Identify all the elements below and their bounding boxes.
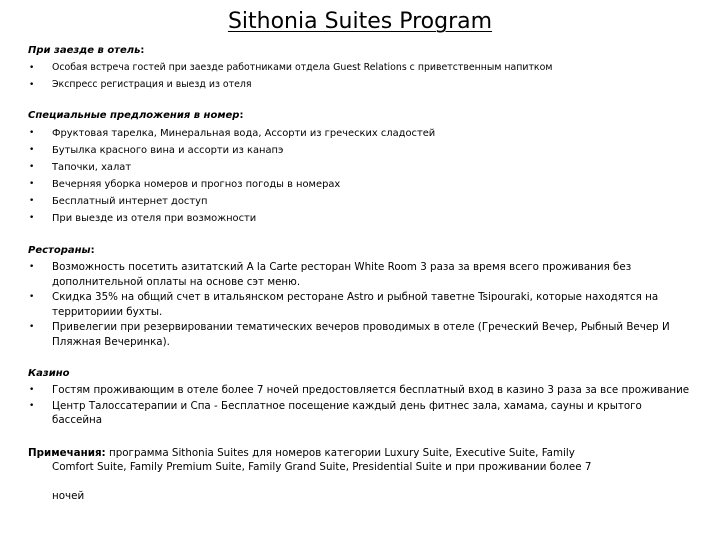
room-list	[28, 125, 693, 227]
note-line-2: Comfort Suite, Family Premium Suite, Family Grand Suite, Presidential Suite и при проживании более 7	[52, 461, 592, 474]
bullet-icon: •	[29, 128, 35, 138]
list-item: • Скидка 35% на общий счет в итальянском ресторане Astro и рыбной таветне Tsipouraki, которые находятся на территориии бухты.	[29, 291, 659, 318]
note-label: Примечания:	[28, 446, 106, 459]
list-item: • Экспресс регистрация и выезд из отеля	[28, 77, 693, 94]
section-heading-restaurants: Рестораны:	[28, 245, 95, 256]
bullet-icon: •	[29, 400, 35, 411]
bullet-icon: •	[29, 385, 35, 396]
page-title-text: Sithonia Suites Program	[227, 9, 493, 34]
bullet-icon: •	[29, 63, 35, 73]
bullet-icon: •	[29, 213, 35, 223]
list-item: • Бесплатный интернет доступ	[28, 193, 693, 210]
list-item: • При выезде из отеля при возможности	[28, 210, 693, 227]
bullet-icon: •	[29, 322, 35, 333]
list-item: • Гостям проживающим в отеле более 7 ночей предостовляется бесплатный вход в казино 3 раза за все проживание	[29, 384, 690, 397]
note-line-3: ночей	[52, 490, 85, 503]
note-paragraph	[28, 446, 693, 504]
list-item: • Бутылка красного вина и ассорти из канапэ	[28, 142, 693, 159]
list-item: • Особая встреча гостей при заезде работниками отдела Guest Relations с приветственным напитком	[28, 60, 693, 77]
list-item: • Фруктовая тарелка, Минеральная вода, Ассорти из греческих сладостей	[28, 125, 693, 142]
section-heading-casino: Казино	[28, 368, 70, 380]
section-heading-room: Специальные предложения в номер:	[28, 110, 244, 121]
list-item: • Тапочки, халат	[28, 159, 693, 176]
bullet-icon: •	[29, 79, 35, 90]
list-item: • Центр Талоссатерапии и Спа - Бесплатное посещение каждый день фитнес зала, хамама, сауны и крытого бассейна	[29, 399, 642, 427]
page-title	[0, 8, 720, 36]
restaurants-list	[28, 260, 693, 350]
bullet-icon: •	[29, 179, 35, 189]
program-content	[28, 44, 693, 504]
bullet-icon: •	[29, 145, 35, 155]
list-item: • Привелегии при резервировании тематических вечеров проводимых в отеле (Греческий Вечер, Рыбный Вечер И Пляжная Вечеринка).	[29, 321, 670, 348]
bullet-icon: •	[29, 162, 35, 172]
bullet-icon: •	[29, 196, 35, 206]
list-item: • Возможность посетить азитатский A la Carte ресторан White Room 3 раза за время всего проживания без дополнительной оплаты на основе сэт меню.	[29, 261, 632, 288]
bullet-icon: •	[29, 292, 35, 303]
list-item: • Вечерняя уборка номеров и прогноз погоды в номерах	[28, 176, 693, 193]
note-line-1: программа Sithonia Suites для номеров категории Luxury Suite, Executive Suite, Family	[108, 446, 575, 459]
casino-list	[28, 383, 693, 428]
arrival-list	[28, 60, 693, 93]
section-heading-arrival: При заезде в отель:	[28, 45, 145, 56]
bullet-icon: •	[29, 262, 35, 272]
